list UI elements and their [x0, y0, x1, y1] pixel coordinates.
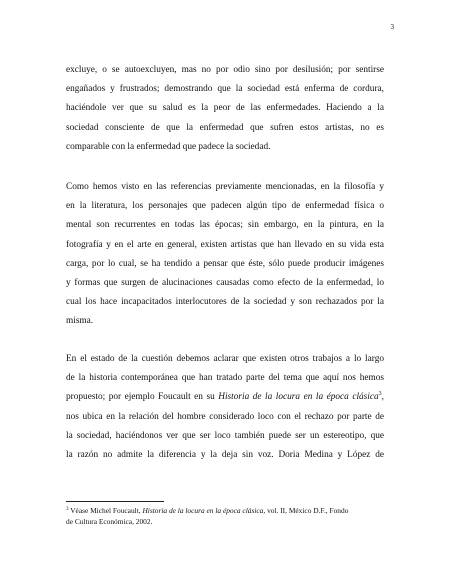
- footnote-divider: [66, 501, 164, 502]
- text-line: misma.: [66, 316, 94, 327]
- text-line: engañados y frustrados; demostrando que la sociedad está enferma de cordura,: [66, 84, 384, 95]
- text-line: de la historia contemporánea que han tratado parte del tema que aquí nos hemos: [66, 373, 384, 384]
- text-line: la razón no admite la diferencia y la deja sin voz. Doria Medina y López de: [66, 450, 384, 461]
- text-line: en la literatura, los personajes que padecen algún tipo de enfermedad física o: [66, 201, 384, 212]
- text-line: excluye, o se autoexcluyen, mas no por odio sino por desilusión; por sentirse: [66, 65, 384, 75]
- text-line: sociedad consciente de que la enfermedad que sufren estos artistas, no es: [66, 122, 384, 133]
- text-line: la sociedad, haciéndonos ver que ser loco también puede ser un estereotipo, que: [66, 430, 384, 441]
- text-line: fotografía y en el arte en general, existen artistas que han llevado en su vida esta: [66, 239, 384, 250]
- footnote-line: [66, 505, 384, 516]
- text-line: comparable con la enfermedad que padece la sociedad.: [66, 141, 271, 152]
- footnote-book-title: Historia de la locura en la época clásica,: [142, 506, 266, 515]
- text-line: carga, por lo cual, se ha tendido a pensar que éste, sólo puede producir imágenes: [66, 258, 384, 269]
- text-line: cual los hace incapacitados interlocutores de la sociedad y son rechazados por la: [66, 297, 384, 308]
- footnote: [66, 505, 384, 527]
- footnote-reference[interactable]: 3: [378, 391, 382, 398]
- page-number: 3: [390, 23, 394, 31]
- text-line: y formas que surgen de alucinaciones causadas como efecto de la enfermedad, lo: [66, 278, 384, 289]
- footnote-number: 3: [66, 507, 69, 512]
- text-line: Como hemos visto en las referencias previamente mencionadas, en la filosofía y: [66, 182, 384, 192]
- text-line: En el estado de la cuestión debemos aclarar que existen otros trabajos a lo largo: [66, 354, 384, 364]
- footnote-text: Véase Michel Foucault,: [68, 506, 143, 515]
- text-line: mental son recurrentes en todas las épocas; sin embargo, en la pintura, en la: [66, 220, 384, 231]
- footnote-line: de Cultura Económica, 2002.: [66, 517, 153, 526]
- paragraph-3: [66, 350, 384, 465]
- book-title: Historia de la locura en la época clásica: [218, 392, 379, 403]
- text-run: propuesto; por ejemplo Foucault en su: [66, 392, 219, 403]
- footnote-text: vol. II, México D.F., Fondo: [265, 506, 349, 515]
- text-line: haciéndole ver que su salud es la peor de las enfermedades. Haciendo a la: [66, 103, 384, 114]
- text-line: nos ubica en la relación del hombre considerado loco con el rechazo por parte de: [66, 411, 384, 422]
- text-run: ,: [381, 392, 384, 403]
- paragraph-2: [66, 178, 384, 332]
- text-line-with-note: [66, 388, 384, 407]
- paragraph-1: [66, 61, 384, 157]
